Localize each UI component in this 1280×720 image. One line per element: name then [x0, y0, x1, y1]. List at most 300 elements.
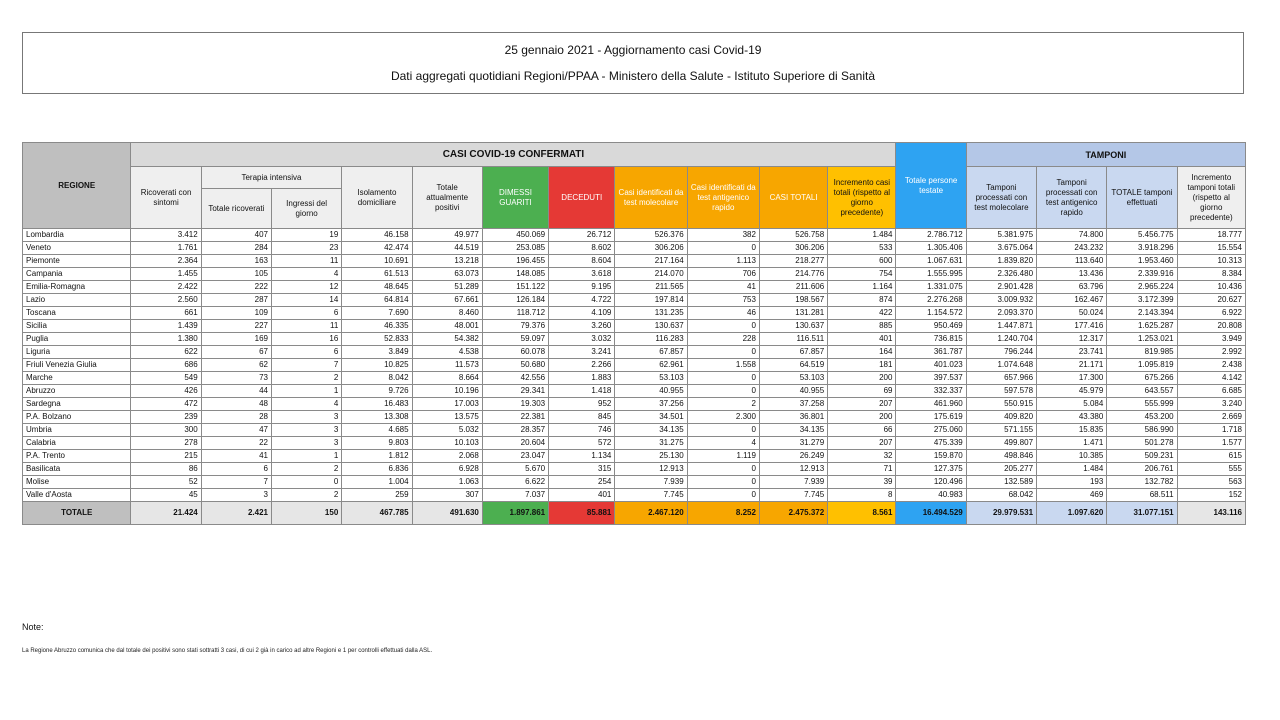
table-row	[23, 229, 1246, 242]
value-cell: 61.513	[342, 268, 412, 281]
value-cell: 2.339.916	[1107, 268, 1177, 281]
header-molecolare: Casi identificati da test molecolare	[615, 167, 687, 229]
header-region: REGIONE	[23, 143, 131, 229]
value-cell: 306.206	[615, 242, 687, 255]
value-cell: 6.836	[342, 463, 412, 476]
region-name-cell: Lazio	[23, 294, 131, 307]
header-ti-totale: Totale ricoverati	[201, 189, 271, 229]
value-cell: 8.602	[549, 242, 615, 255]
value-cell: 19.303	[482, 398, 548, 411]
table-row	[23, 450, 1246, 463]
region-name-cell: Liguria	[23, 346, 131, 359]
value-cell: 48.001	[412, 320, 482, 333]
covid-table	[22, 142, 1246, 525]
header-casi-confermati: CASI COVID-19 CONFERMATI	[131, 143, 896, 167]
value-cell: 228	[687, 333, 759, 346]
value-cell: 31.275	[615, 437, 687, 450]
total-value-cell: 29.979.531	[966, 502, 1036, 525]
region-name-cell: Puglia	[23, 333, 131, 346]
total-value-cell: 150	[272, 502, 342, 525]
header-tamponi: TAMPONI	[966, 143, 1245, 167]
value-cell: 181	[828, 359, 896, 372]
value-cell: 34.501	[615, 411, 687, 424]
value-cell: 13.308	[342, 411, 412, 424]
value-cell: 11	[272, 255, 342, 268]
value-cell: 1.240.704	[966, 333, 1036, 346]
value-cell: 0	[687, 489, 759, 502]
region-name-cell: P.A. Bolzano	[23, 411, 131, 424]
value-cell: 46	[687, 307, 759, 320]
value-cell: 50.680	[482, 359, 548, 372]
value-cell: 6	[272, 307, 342, 320]
value-cell: 4	[687, 437, 759, 450]
value-cell: 1.839.820	[966, 255, 1036, 268]
value-cell: 130.637	[615, 320, 687, 333]
value-cell: 550.915	[966, 398, 1036, 411]
value-cell: 10.103	[412, 437, 482, 450]
value-cell: 472	[131, 398, 201, 411]
value-cell: 68.042	[966, 489, 1036, 502]
value-cell: 426	[131, 385, 201, 398]
value-cell: 4	[272, 268, 342, 281]
value-cell: 41	[201, 450, 271, 463]
header-deceduti: DECEDUTI	[549, 167, 615, 229]
value-cell: 2.422	[131, 281, 201, 294]
value-cell: 1.471	[1037, 437, 1107, 450]
value-cell: 23.047	[482, 450, 548, 463]
value-cell: 13.218	[412, 255, 482, 268]
value-cell: 555	[1177, 463, 1245, 476]
value-cell: 1.253.021	[1107, 333, 1177, 346]
value-cell: 4.109	[549, 307, 615, 320]
value-cell: 643.557	[1107, 385, 1177, 398]
value-cell: 131.281	[759, 307, 827, 320]
region-name-cell: Sicilia	[23, 320, 131, 333]
region-name-cell: Abruzzo	[23, 385, 131, 398]
value-cell: 45.979	[1037, 385, 1107, 398]
value-cell: 1.074.648	[966, 359, 1036, 372]
table-row	[23, 307, 1246, 320]
value-cell: 5.670	[482, 463, 548, 476]
value-cell: 3	[272, 437, 342, 450]
value-cell: 1.380	[131, 333, 201, 346]
value-cell: 3.260	[549, 320, 615, 333]
value-cell: 1.484	[1037, 463, 1107, 476]
value-cell: 3.241	[549, 346, 615, 359]
region-name-cell: Veneto	[23, 242, 131, 255]
value-cell: 2	[687, 398, 759, 411]
value-cell: 62.961	[615, 359, 687, 372]
value-cell: 2.276.268	[896, 294, 966, 307]
value-cell: 7.939	[759, 476, 827, 489]
value-cell: 7	[272, 359, 342, 372]
value-cell: 17.003	[412, 398, 482, 411]
value-cell: 952	[549, 398, 615, 411]
value-cell: 306.206	[759, 242, 827, 255]
value-cell: 796.244	[966, 346, 1036, 359]
header-ti-ingressi: Ingressi del giorno	[272, 189, 342, 229]
region-name-cell: Piemonte	[23, 255, 131, 268]
value-cell: 37.258	[759, 398, 827, 411]
value-cell: 3.918.296	[1107, 242, 1177, 255]
value-cell: 2.266	[549, 359, 615, 372]
value-cell: 28.357	[482, 424, 548, 437]
value-cell: 86	[131, 463, 201, 476]
value-cell: 259	[342, 489, 412, 502]
value-cell: 10.196	[412, 385, 482, 398]
value-cell: 1.625.287	[1107, 320, 1177, 333]
value-cell: 207	[828, 398, 896, 411]
value-cell: 600	[828, 255, 896, 268]
value-cell: 200	[828, 411, 896, 424]
value-cell: 43.380	[1037, 411, 1107, 424]
value-cell: 47	[201, 424, 271, 437]
region-name-cell: Umbria	[23, 424, 131, 437]
value-cell: 44	[201, 385, 271, 398]
value-cell: 736.815	[896, 333, 966, 346]
value-cell: 0	[687, 476, 759, 489]
value-cell: 4.538	[412, 346, 482, 359]
value-cell: 275.060	[896, 424, 966, 437]
value-cell: 79.376	[482, 320, 548, 333]
value-cell: 109	[201, 307, 271, 320]
value-cell: 16.483	[342, 398, 412, 411]
value-cell: 0	[687, 242, 759, 255]
header-isolamento: Isolamento domiciliare	[342, 167, 412, 229]
value-cell: 453.200	[1107, 411, 1177, 424]
value-cell: 37.256	[615, 398, 687, 411]
value-cell: 5.381.975	[966, 229, 1036, 242]
header-positivi: Totale attualmente positivi	[412, 167, 482, 229]
value-cell: 407	[201, 229, 271, 242]
value-cell: 48	[201, 398, 271, 411]
value-cell: 2.068	[412, 450, 482, 463]
table-row	[23, 424, 1246, 437]
value-cell: 34.135	[615, 424, 687, 437]
value-cell: 754	[828, 268, 896, 281]
region-name-cell: Molise	[23, 476, 131, 489]
value-cell: 0	[272, 476, 342, 489]
value-cell: 69	[828, 385, 896, 398]
value-cell: 307	[412, 489, 482, 502]
value-cell: 62	[201, 359, 271, 372]
total-value-cell: 143.116	[1177, 502, 1245, 525]
value-cell: 11.573	[412, 359, 482, 372]
value-cell: 1.063	[412, 476, 482, 489]
value-cell: 1.331.075	[896, 281, 966, 294]
value-cell: 12	[272, 281, 342, 294]
total-value-cell: 467.785	[342, 502, 412, 525]
value-cell: 113.640	[1037, 255, 1107, 268]
value-cell: 10.313	[1177, 255, 1245, 268]
value-cell: 60.078	[482, 346, 548, 359]
value-cell: 132.589	[966, 476, 1036, 489]
total-value-cell: 21.424	[131, 502, 201, 525]
value-cell: 162.467	[1037, 294, 1107, 307]
table-row	[23, 333, 1246, 346]
value-cell: 53.103	[615, 372, 687, 385]
value-cell: 1.812	[342, 450, 412, 463]
value-cell: 12.913	[759, 463, 827, 476]
value-cell: 218.277	[759, 255, 827, 268]
value-cell: 1.134	[549, 450, 615, 463]
value-cell: 2.093.370	[966, 307, 1036, 320]
value-cell: 148.085	[482, 268, 548, 281]
value-cell: 615	[1177, 450, 1245, 463]
value-cell: 59.097	[482, 333, 548, 346]
total-value-cell: 8.561	[828, 502, 896, 525]
value-cell: 40.955	[615, 385, 687, 398]
value-cell: 3.032	[549, 333, 615, 346]
table-row	[23, 294, 1246, 307]
total-value-cell: 8.252	[687, 502, 759, 525]
value-cell: 3.240	[1177, 398, 1245, 411]
header-ricoverati: Ricoverati con sintomi	[131, 167, 201, 229]
value-cell: 71	[828, 463, 896, 476]
value-cell: 572	[549, 437, 615, 450]
value-cell: 206.761	[1107, 463, 1177, 476]
value-cell: 73	[201, 372, 271, 385]
value-cell: 0	[687, 463, 759, 476]
region-name-cell: Lombardia	[23, 229, 131, 242]
value-cell: 175.619	[896, 411, 966, 424]
value-cell: 1.305.406	[896, 242, 966, 255]
value-cell: 1.953.460	[1107, 255, 1177, 268]
value-cell: 7.037	[482, 489, 548, 502]
value-cell: 13.575	[412, 411, 482, 424]
value-cell: 44.519	[412, 242, 482, 255]
value-cell: 63.796	[1037, 281, 1107, 294]
region-name-cell: P.A. Trento	[23, 450, 131, 463]
value-cell: 200	[828, 372, 896, 385]
value-cell: 1.455	[131, 268, 201, 281]
value-cell: 20.627	[1177, 294, 1245, 307]
value-cell: 205.277	[966, 463, 1036, 476]
value-cell: 657.966	[966, 372, 1036, 385]
value-cell: 14	[272, 294, 342, 307]
value-cell: 3	[201, 489, 271, 502]
value-cell: 67.857	[615, 346, 687, 359]
value-cell: 706	[687, 268, 759, 281]
value-cell: 753	[687, 294, 759, 307]
value-cell: 20.808	[1177, 320, 1245, 333]
value-cell: 2.965.224	[1107, 281, 1177, 294]
value-cell: 586.990	[1107, 424, 1177, 437]
value-cell: 48.645	[342, 281, 412, 294]
value-cell: 7	[201, 476, 271, 489]
header-persone-testate: Totale persone testate	[896, 143, 966, 229]
value-cell: 132.782	[1107, 476, 1177, 489]
value-cell: 67.661	[412, 294, 482, 307]
value-cell: 5.032	[412, 424, 482, 437]
header-tamponi-molecolare: Tamponi processati con test molecolare	[966, 167, 1036, 229]
value-cell: 49.977	[412, 229, 482, 242]
report-header	[22, 32, 1244, 94]
table-row	[23, 281, 1246, 294]
value-cell: 217.164	[615, 255, 687, 268]
value-cell: 885	[828, 320, 896, 333]
value-cell: 42.556	[482, 372, 548, 385]
value-cell: 461.960	[896, 398, 966, 411]
value-cell: 116.511	[759, 333, 827, 346]
value-cell: 2.438	[1177, 359, 1245, 372]
value-cell: 25.130	[615, 450, 687, 463]
value-cell: 45	[131, 489, 201, 502]
value-cell: 1.761	[131, 242, 201, 255]
value-cell: 116.283	[615, 333, 687, 346]
value-cell: 397.537	[896, 372, 966, 385]
value-cell: 8	[828, 489, 896, 502]
value-cell: 152	[1177, 489, 1245, 502]
value-cell: 2.786.712	[896, 229, 966, 242]
value-cell: 215	[131, 450, 201, 463]
value-cell: 10.385	[1037, 450, 1107, 463]
value-cell: 332.337	[896, 385, 966, 398]
value-cell: 26.249	[759, 450, 827, 463]
value-cell: 227	[201, 320, 271, 333]
value-cell: 7.745	[759, 489, 827, 502]
value-cell: 34.135	[759, 424, 827, 437]
value-cell: 3.009.932	[966, 294, 1036, 307]
value-cell: 2.669	[1177, 411, 1245, 424]
value-cell: 746	[549, 424, 615, 437]
value-cell: 0	[687, 346, 759, 359]
value-cell: 50.024	[1037, 307, 1107, 320]
value-cell: 197.814	[615, 294, 687, 307]
value-cell: 12.913	[615, 463, 687, 476]
total-value-cell: 2.475.372	[759, 502, 827, 525]
value-cell: 5.084	[1037, 398, 1107, 411]
value-cell: 66	[828, 424, 896, 437]
value-cell: 8.604	[549, 255, 615, 268]
value-cell: 198.567	[759, 294, 827, 307]
value-cell: 177.416	[1037, 320, 1107, 333]
value-cell: 211.565	[615, 281, 687, 294]
value-cell: 254	[549, 476, 615, 489]
value-cell: 22	[201, 437, 271, 450]
total-value-cell: 2.467.120	[615, 502, 687, 525]
value-cell: 1.577	[1177, 437, 1245, 450]
region-name-cell: Valle d'Aosta	[23, 489, 131, 502]
value-cell: 9.726	[342, 385, 412, 398]
value-cell: 164	[828, 346, 896, 359]
value-cell: 17.300	[1037, 372, 1107, 385]
value-cell: 874	[828, 294, 896, 307]
value-cell: 9.803	[342, 437, 412, 450]
value-cell: 1.447.871	[966, 320, 1036, 333]
value-cell: 22.381	[482, 411, 548, 424]
value-cell: 8.384	[1177, 268, 1245, 281]
value-cell: 28	[201, 411, 271, 424]
value-cell: 6.622	[482, 476, 548, 489]
value-cell: 64.519	[759, 359, 827, 372]
value-cell: 131.235	[615, 307, 687, 320]
table-row	[23, 255, 1246, 268]
header-dimessi: DIMESSI GUARITI	[482, 167, 548, 229]
value-cell: 23.741	[1037, 346, 1107, 359]
value-cell: 0	[687, 320, 759, 333]
value-cell: 19	[272, 229, 342, 242]
total-label-cell: TOTALE	[23, 502, 131, 525]
region-name-cell: Basilicata	[23, 463, 131, 476]
value-cell: 2.560	[131, 294, 201, 307]
value-cell: 163	[201, 255, 271, 268]
value-cell: 2.901.428	[966, 281, 1036, 294]
value-cell: 0	[687, 372, 759, 385]
region-name-cell: Toscana	[23, 307, 131, 320]
value-cell: 3.412	[131, 229, 201, 242]
value-cell: 169	[201, 333, 271, 346]
value-cell: 3.172.399	[1107, 294, 1177, 307]
value-cell: 7.690	[342, 307, 412, 320]
value-cell: 18.777	[1177, 229, 1245, 242]
value-cell: 571.155	[966, 424, 1036, 437]
value-cell: 16	[272, 333, 342, 346]
value-cell: 1.119	[687, 450, 759, 463]
total-value-cell: 1.897.861	[482, 502, 548, 525]
value-cell: 315	[549, 463, 615, 476]
value-cell: 193	[1037, 476, 1107, 489]
value-cell: 15.835	[1037, 424, 1107, 437]
region-name-cell: Marche	[23, 372, 131, 385]
header-casi-totali: CASI TOTALI	[759, 167, 827, 229]
value-cell: 1	[272, 385, 342, 398]
value-cell: 526.376	[615, 229, 687, 242]
header-antigenico: Casi identificati da test antigenico rapido	[687, 167, 759, 229]
value-cell: 0	[687, 385, 759, 398]
table-row	[23, 346, 1246, 359]
total-value-cell: 31.077.151	[1107, 502, 1177, 525]
value-cell: 32	[828, 450, 896, 463]
value-cell: 4.722	[549, 294, 615, 307]
value-cell: 3	[272, 424, 342, 437]
region-name-cell: Sardegna	[23, 398, 131, 411]
value-cell: 1.067.631	[896, 255, 966, 268]
value-cell: 23	[272, 242, 342, 255]
value-cell: 159.870	[896, 450, 966, 463]
value-cell: 105	[201, 268, 271, 281]
value-cell: 4	[272, 398, 342, 411]
value-cell: 10.825	[342, 359, 412, 372]
value-cell: 31.279	[759, 437, 827, 450]
value-cell: 51.289	[412, 281, 482, 294]
value-cell: 1.484	[828, 229, 896, 242]
value-cell: 1.004	[342, 476, 412, 489]
value-cell: 6.685	[1177, 385, 1245, 398]
value-cell: 214.776	[759, 268, 827, 281]
value-cell: 67	[201, 346, 271, 359]
total-row	[23, 502, 1246, 525]
value-cell: 533	[828, 242, 896, 255]
value-cell: 3.949	[1177, 333, 1245, 346]
value-cell: 3	[272, 411, 342, 424]
value-cell: 12.317	[1037, 333, 1107, 346]
value-cell: 196.455	[482, 255, 548, 268]
value-cell: 5.456.775	[1107, 229, 1177, 242]
value-cell: 4.142	[1177, 372, 1245, 385]
value-cell: 1.883	[549, 372, 615, 385]
value-cell: 2.143.394	[1107, 307, 1177, 320]
notes-label: Note:	[22, 622, 44, 632]
value-cell: 40.983	[896, 489, 966, 502]
value-cell: 8.042	[342, 372, 412, 385]
value-cell: 67.857	[759, 346, 827, 359]
value-cell: 7.745	[615, 489, 687, 502]
value-cell: 450.069	[482, 229, 548, 242]
value-cell: 526.758	[759, 229, 827, 242]
table-row	[23, 437, 1246, 450]
header-terapia-intensiva: Terapia intensiva	[201, 167, 342, 189]
